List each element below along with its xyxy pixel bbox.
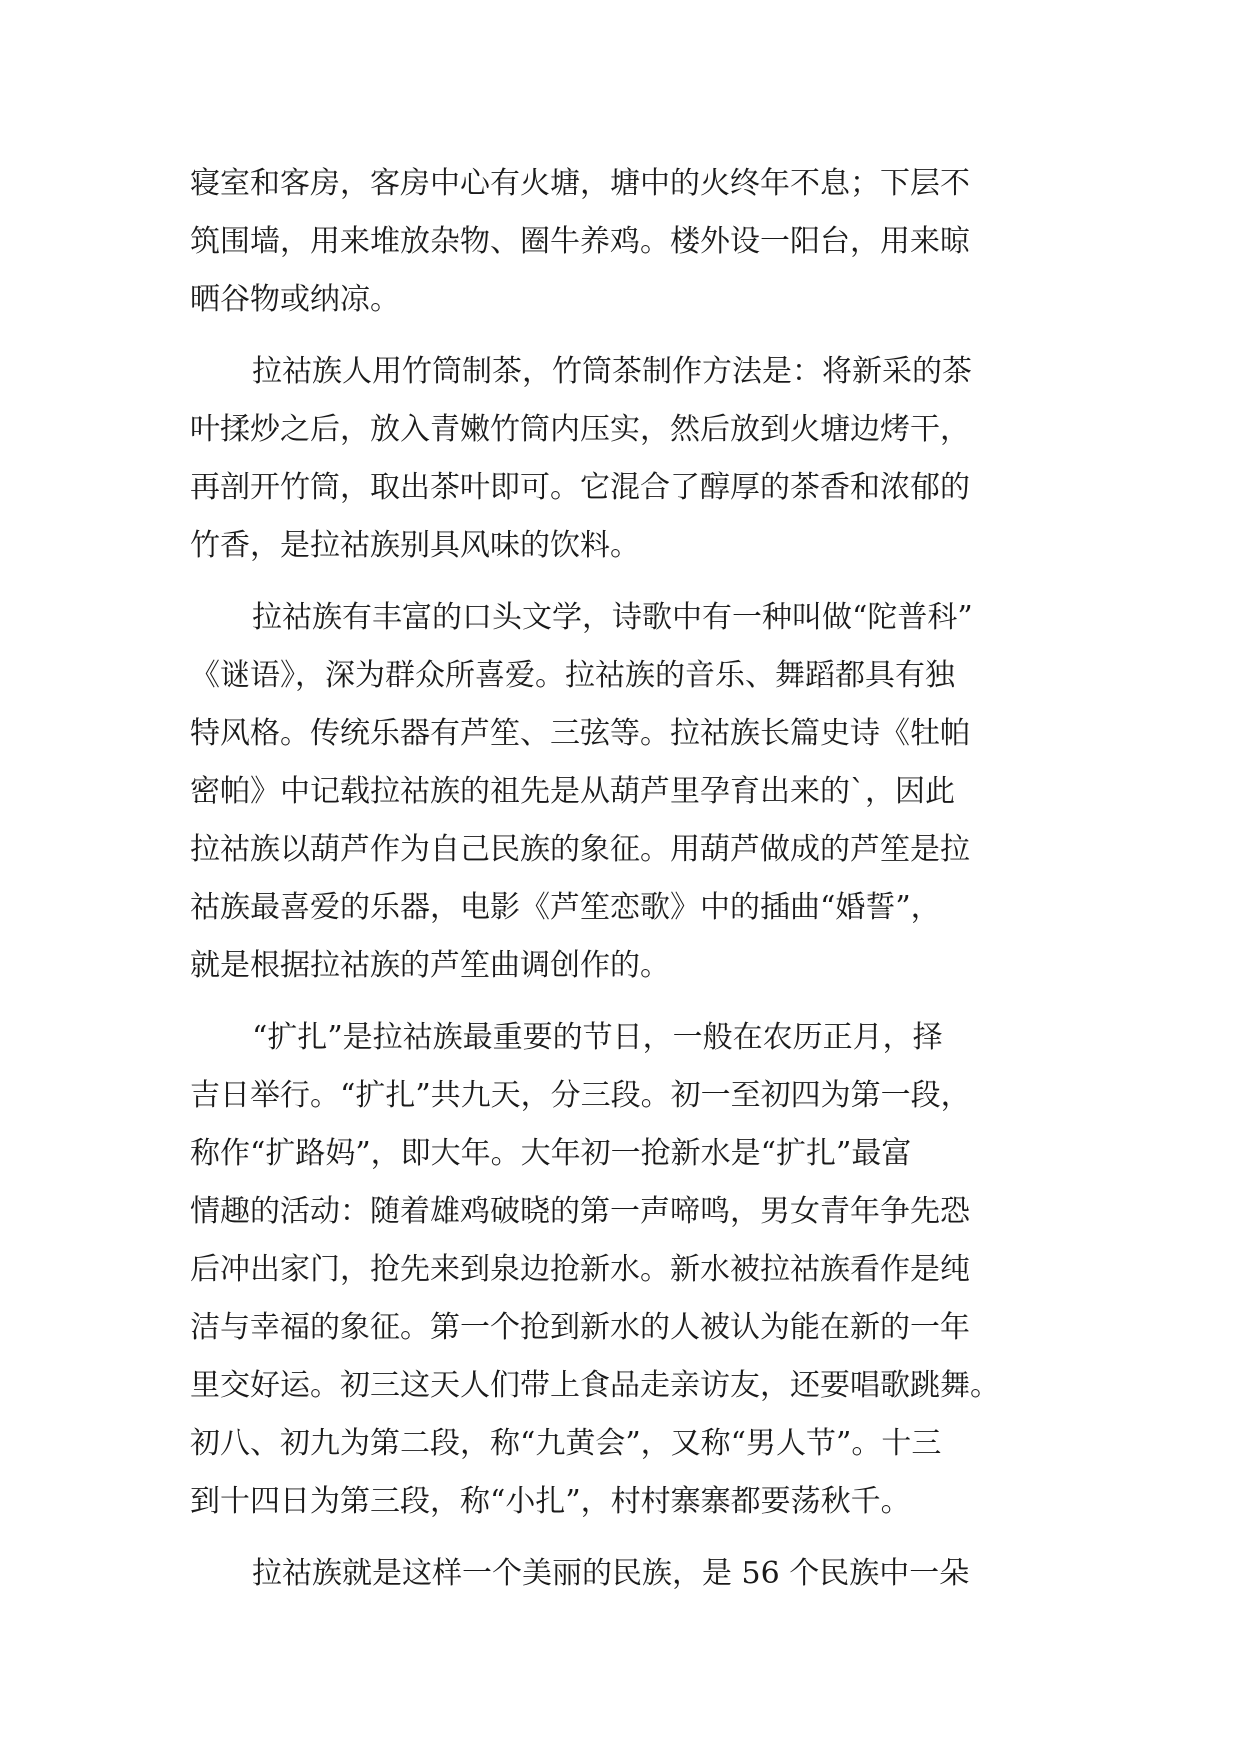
text-line: 后冲出家门，抢先来到泉边抢新水。新水被拉祜族看作是纯: [190, 1252, 970, 1287]
paragraph: [190, 155, 1056, 329]
text-line: 《谜语》，深为群众所喜爱。拉祜族的音乐、舞蹈都具有独: [190, 658, 955, 693]
paragraph-spacing: [190, 329, 1056, 343]
paragraph-spacing: [190, 575, 1056, 589]
text-line: 特风格。传统乐器有芦笙、三弦等。拉祜族长篇史诗《牡帕: [190, 716, 970, 751]
paragraph: [190, 589, 1056, 995]
paragraph-spacing: [190, 995, 1056, 1009]
text-line: 晒谷物或纳凉。: [190, 282, 400, 317]
text-line: 密帕》中记载拉祜族的祖先是从葫芦里孕育出来的`，因此: [190, 774, 955, 809]
text-line: 拉祜族就是这样一个美丽的民族，是 56 个民族中一朵: [252, 1556, 970, 1591]
text-line: 洁与幸福的象征。第一个抢到新水的人被认为能在新的一年: [190, 1310, 970, 1345]
text-line: 初八、初九为第二段，称“九黄会”，又称“男人节”。十三: [190, 1426, 942, 1461]
text-line: 就是根据拉祜族的芦笙曲调创作的。: [190, 948, 670, 983]
text-line: 叶揉炒之后，放入青嫩竹筒内压实，然后放到火塘边烤干，: [190, 412, 970, 447]
document-body: [190, 155, 1056, 1603]
text-line: 寝室和客房，客房中心有火塘，塘中的火终年不息；下层不: [190, 166, 970, 201]
text-line: “扩扎”是拉祜族最重要的节日，一般在农历正月，择: [252, 1020, 943, 1055]
paragraph: [190, 1545, 1056, 1603]
text-line: 吉日举行。“扩扎”共九天，分三段。初一至初四为第一段，: [190, 1078, 971, 1113]
paragraph: [190, 343, 1056, 575]
text-line: 到十四日为第三段，称“小扎”，村村寨寨都要荡秋千。: [190, 1484, 911, 1519]
text-line: 祜族最喜爱的乐器，电影《芦笙恋歌》中的插曲“婚誓”，: [190, 890, 941, 925]
text-line: 称作“扩路妈”，即大年。大年初一抢新水是“扩扎”最富: [190, 1136, 912, 1171]
text-line: 拉祜族以葫芦作为自己民族的象征。用葫芦做成的芦笙是拉: [190, 832, 970, 867]
text-line: 拉祜族有丰富的口头文学，诗歌中有一种叫做“陀普科”: [252, 600, 973, 635]
text-line: 拉祜族人用竹筒制茶，竹筒茶制作方法是：将新采的茶: [252, 354, 972, 389]
paragraph-spacing: [190, 1531, 1056, 1545]
text-line: 里交好运。初三这天人们带上食品走亲访友，还要唱歌跳舞。: [190, 1368, 1000, 1403]
paragraph: [190, 1009, 1056, 1531]
text-line: 竹香，是拉祜族别具风味的饮料。: [190, 528, 640, 563]
text-line: 筑围墙，用来堆放杂物、圈牛养鸡。楼外设一阳台，用来晾: [190, 224, 970, 259]
text-line: 再剖开竹筒，取出茶叶即可。它混合了醇厚的茶香和浓郁的: [190, 470, 970, 505]
text-line: 情趣的活动：随着雄鸡破晓的第一声啼鸣，男女青年争先恐: [190, 1194, 970, 1229]
